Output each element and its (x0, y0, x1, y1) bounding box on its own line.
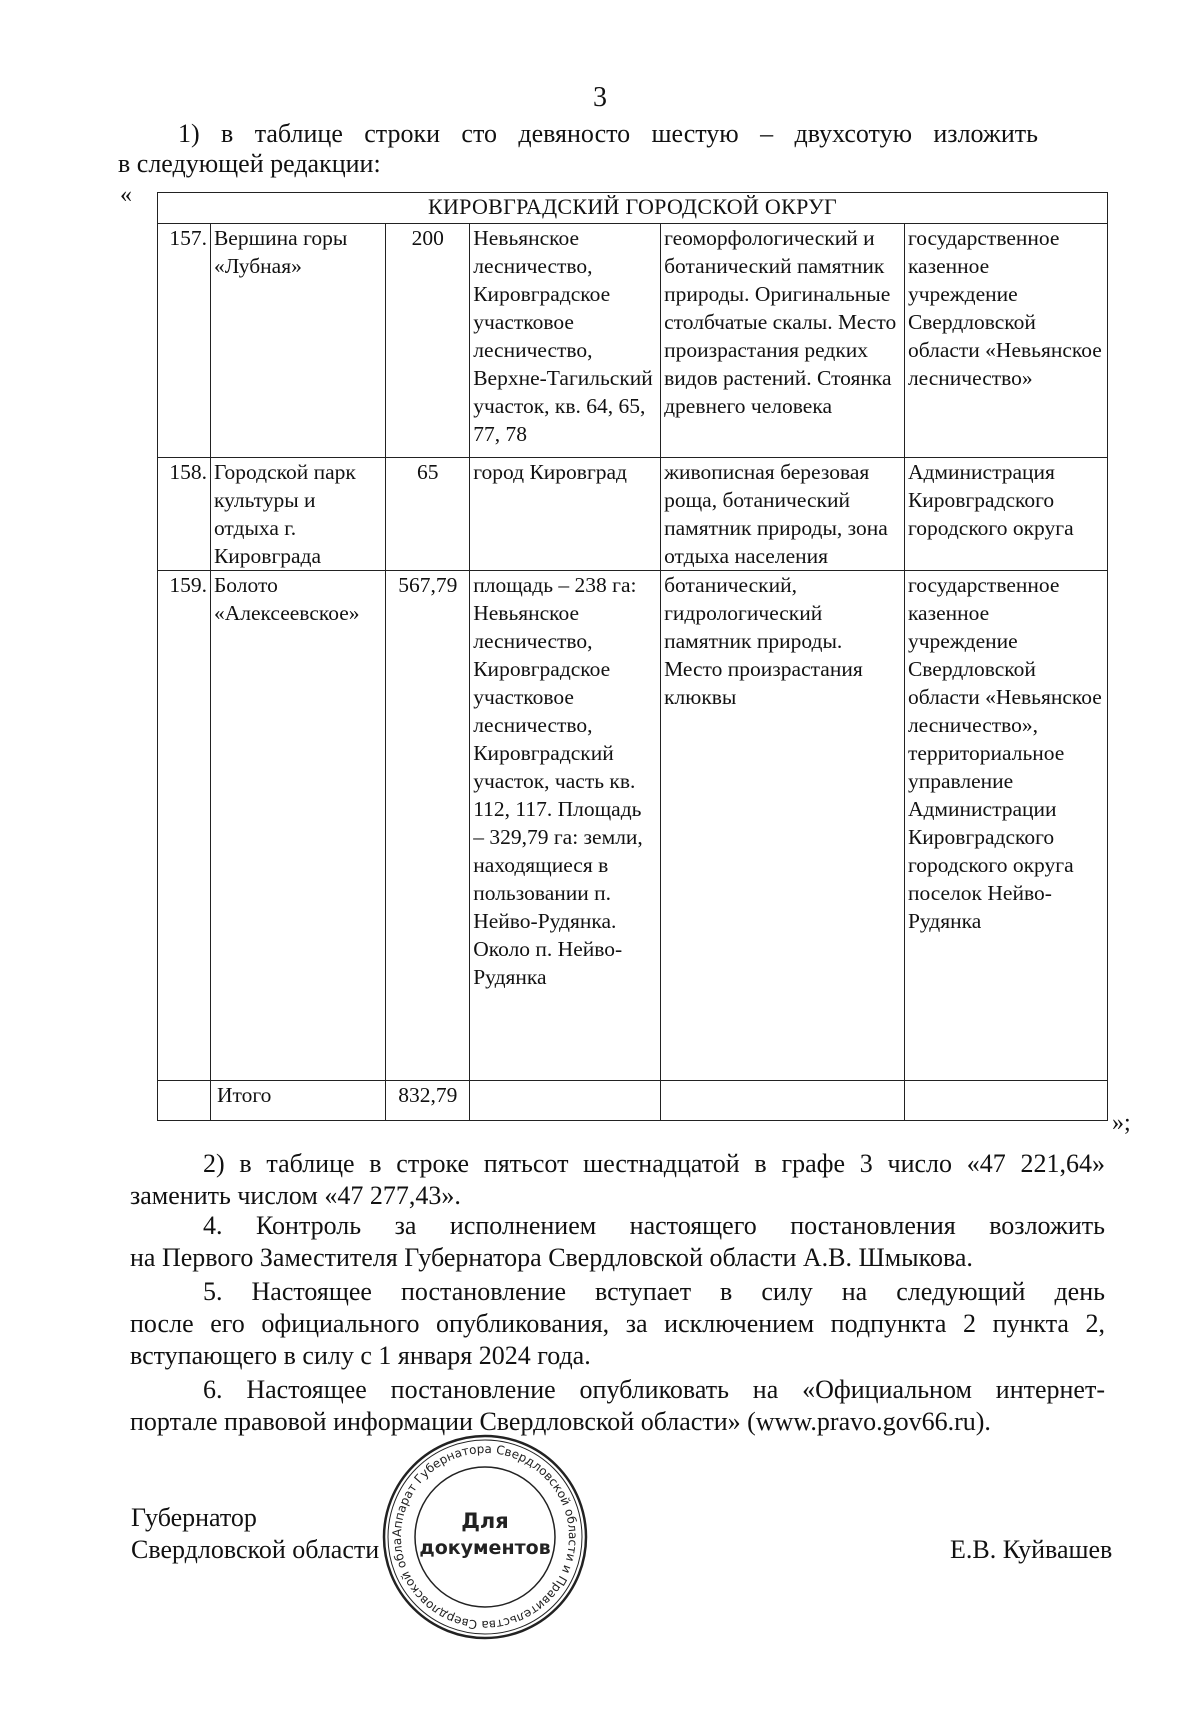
area-description: ботанический, гидрологический памятник природы. Место произрастания клюквы (661, 571, 905, 1081)
total-empty-cell (904, 1081, 1107, 1121)
total-empty-cell (470, 1081, 661, 1121)
table-row (158, 571, 1108, 1081)
para-4-line-2: на Первого Заместителя Губернатора Свердловской области А.В. Шмыкова. (130, 1243, 973, 1272)
district-name: КИРОВГРАДСКИЙ ГОРОДСКОЙ ОКРУГ (158, 193, 1108, 224)
para-4-line-1: 4. Контроль за исполнением настоящего постановления возложить (203, 1211, 1105, 1240)
area-description: геоморфологический и ботанический памятник природы. Оригинальные столбчатые скалы. Место произрастания редких видов растений. Стоянка древнего человека (661, 224, 905, 458)
para-5-line-3: вступающего в силу с 1 января 2024 года. (130, 1341, 591, 1370)
page-number: 3 (593, 82, 607, 113)
row-number: 158. (158, 458, 211, 571)
signatory-title-1: Губернатор (131, 1503, 257, 1532)
area-location: площадь – 238 га: Невьянское лесничество, Кировградское участковое лесничество, Кировградский участок, часть кв. 112, 117. Площадь – 329,79 га: земли, находящиеся в пользовании п. Нейво-Рудянка. Около п. Нейво-Рудянка (470, 571, 661, 1081)
area-location: Невьянское лесничество, Кировградское участковое лесничество, Верхне-Тагильский участок, кв. 64, 65, 77, 78 (470, 224, 661, 458)
signatory-title-2: Свердловской области (131, 1535, 380, 1564)
stamp-seal-icon (380, 1432, 590, 1642)
open-quote: « (120, 182, 132, 208)
signatory-name: Е.В. Куйвашев (950, 1535, 1113, 1564)
total-row (158, 1081, 1108, 1121)
area-size: 200 (386, 224, 470, 458)
area-name: Вершина горы «Лубная» (210, 224, 385, 458)
total-value: 832,79 (386, 1081, 470, 1121)
area-name: Болото «Алексеевское» (210, 571, 385, 1081)
area-responsible: государственное казенное учреждение Свердловской области «Невьянское лесничество» (904, 224, 1107, 458)
intro-line-1: 1) в таблице строки сто девяносто шестую – двухсотую изложить (178, 119, 1038, 148)
area-description: живописная березовая роща, ботанический памятник природы, зона отдыха населения (661, 458, 905, 571)
total-empty-cell (661, 1081, 905, 1121)
area-responsible: государственное казенное учреждение Свердловской области «Невьянское лесничество», территориальное управление Администрации Кировградского городского округа поселок Нейво-Рудянка (904, 571, 1107, 1081)
para-5-line-1: 5. Настоящее постановление вступает в силу на следующий день (203, 1277, 1105, 1306)
row-number: 157. (158, 224, 211, 458)
para-2-line-1: 2) в таблице в строке пятьсот шестнадцатой в графе 3 число «47 221,64» (203, 1149, 1105, 1178)
stamp-center-line-1: Для (461, 1509, 509, 1533)
official-stamp (380, 1432, 590, 1642)
row-number: 159. (158, 571, 211, 1081)
total-label: Итого (210, 1081, 385, 1121)
para-2-line-2: заменить числом «47 277,43». (130, 1181, 461, 1210)
area-responsible: Администрация Кировградского городского округа (904, 458, 1107, 571)
close-quote: »; (1112, 1110, 1131, 1136)
stamp-center-line-2: документов (419, 1537, 551, 1559)
para-6-line-2: портале правовой информации Свердловской области» (www.pravo.gov66.ru). (130, 1407, 991, 1436)
para-6-line-1: 6. Настоящее постановление опубликовать на «Официальном интернет- (203, 1375, 1105, 1404)
table-row (158, 224, 1108, 458)
area-size: 567,79 (386, 571, 470, 1081)
total-empty-cell (158, 1081, 211, 1121)
protected-areas-table (157, 192, 1108, 1121)
area-location: город Кировград (470, 458, 661, 571)
area-name: Городской парк культуры и отдыха г. Кировграда (210, 458, 385, 571)
area-size: 65 (386, 458, 470, 571)
district-header-row (158, 193, 1108, 224)
intro-line-2: в следующей редакции: (118, 149, 381, 178)
table-row (158, 458, 1108, 571)
stamp-ring-text: Аппарат Губернатора Свердловской области и Правительства Свердловской обла (389, 1441, 581, 1633)
para-5-line-2: после его официального опубликования, за исключением подпункта 2 пункта 2, (130, 1309, 1105, 1338)
